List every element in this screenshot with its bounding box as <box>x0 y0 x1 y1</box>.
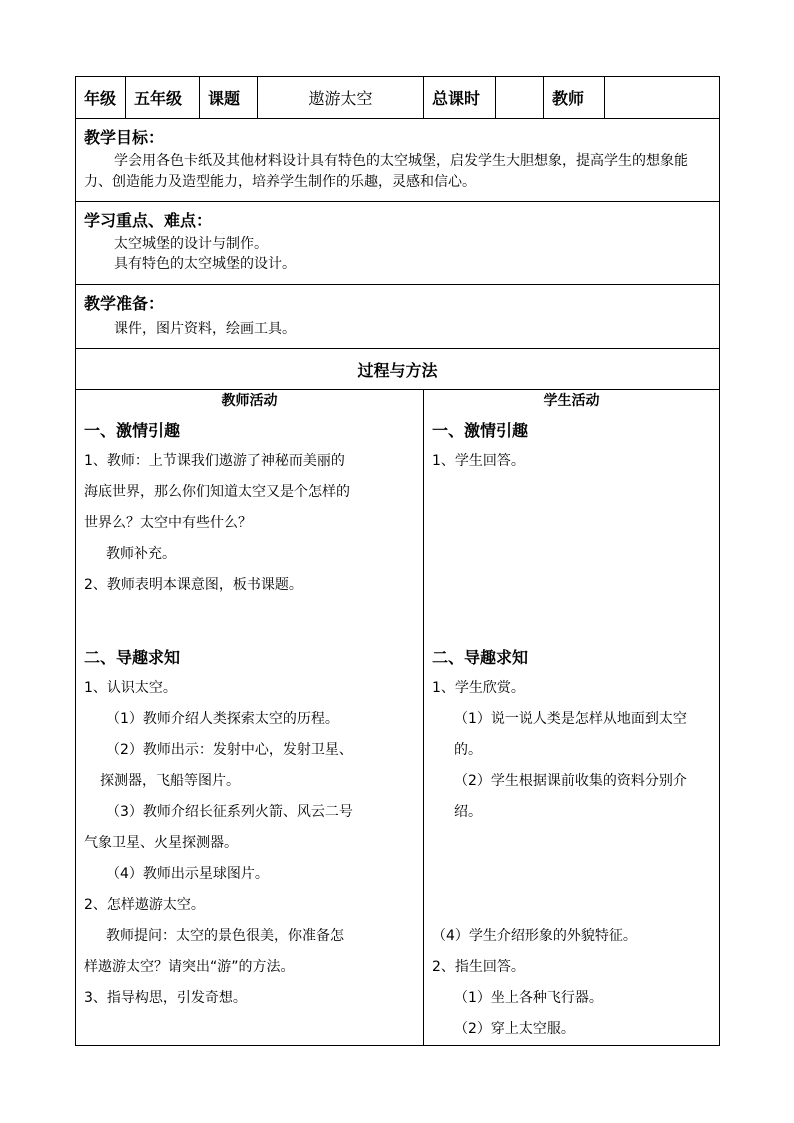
student-s2-line-3: （2）学生根据课前收集的资料分别介绍。 <box>454 773 687 820</box>
header-row <box>76 77 720 119</box>
student-section-2-title: 二、导趣求知 <box>432 648 529 667</box>
teacher-activity-head: 教师活动 <box>76 390 424 413</box>
teacher-s2-line-4: 探测器，飞船等图片。 <box>100 773 240 789</box>
student-s1-line-1: 1、学生回答。 <box>432 453 525 469</box>
teacher-section-2-title: 二、导趣求知 <box>84 648 181 667</box>
process-title-row <box>76 349 720 390</box>
column-head-row <box>76 390 720 413</box>
hours-value <box>496 77 544 119</box>
keypoint-line-2: 具有特色的太空城堡的设计。 <box>114 256 296 272</box>
student-s2-line-7: （2）穿上太空服。 <box>454 1021 575 1037</box>
process-title: 过程与方法 <box>76 349 720 390</box>
teacher-s2-line-7: （4）教师出示星球图片。 <box>106 866 269 882</box>
topic-label: 课题 <box>200 77 258 119</box>
objectives-title: 教学目标： <box>84 128 165 147</box>
teacher-s2-line-11: 3、指导构思，引发奇想。 <box>84 990 247 1006</box>
teacher-s2-line-1: 1、认识太空。 <box>84 680 177 696</box>
objectives-text: 学会用各色卡纸及其他材料设计具有特色的太空城堡，启发学生大胆想象，提高学生的想象能力、创造能力及造型能力，培养学生制作的乐趣，灵感和信心。 <box>84 153 688 190</box>
teacher-s1-line-5: 2、教师表明本课意图，板书课题。 <box>84 577 303 593</box>
teacher-s1-line-3: 世界么？太空中有些什么？ <box>84 515 252 531</box>
grade-label: 年级 <box>76 77 126 119</box>
student-s2-line-2: （1）说一说人类是怎样从地面到太空的。 <box>454 711 687 758</box>
teacher-s1-line-1: 1、教师：上节课我们遨游了神秘而美丽的 <box>84 453 345 469</box>
teacher-s1-line-2: 海底世界，那么你们知道太空又是个怎样的 <box>84 484 350 500</box>
teacher-activity-column <box>76 412 424 1046</box>
teacher-s2-line-2: （1）教师介绍人类探索太空的历程。 <box>106 711 339 727</box>
student-s2-line-6: （1）坐上各种飞行器。 <box>454 990 603 1006</box>
teacher-s2-line-9: 教师提问：太空的景色很美，你准备怎 <box>106 928 344 944</box>
student-s2-line-4: （4）学生介绍形象的外貌特征。 <box>432 928 637 944</box>
student-s2-line-1: 1、学生欣赏。 <box>432 680 525 696</box>
activity-row <box>76 412 720 1046</box>
keypoint-line-1: 太空城堡的设计与制作。 <box>114 236 268 252</box>
teacher-value <box>605 77 720 119</box>
teacher-s2-line-6: 气象卫星、火星探测器。 <box>84 835 238 851</box>
prep-row <box>76 285 720 349</box>
prep-text: 课件，图片资料，绘画工具。 <box>114 321 296 337</box>
teacher-s2-line-8: 2、怎样遨游太空。 <box>84 897 205 913</box>
teacher-label: 教师 <box>544 77 605 119</box>
teacher-s1-line-4: 教师补充。 <box>106 546 176 562</box>
student-section-1-title: 一、激情引趣 <box>432 421 529 440</box>
keypoints-row <box>76 202 720 285</box>
grade-value: 五年级 <box>126 77 200 119</box>
lesson-plan <box>75 76 719 1046</box>
teacher-s2-line-10: 样遨游太空？请突出“游”的方法。 <box>84 959 295 975</box>
teacher-s2-line-5: （3）教师介绍长征系列火箭、风云二号 <box>106 804 353 820</box>
student-activity-head: 学生活动 <box>424 390 720 413</box>
student-activity-column <box>424 412 720 1046</box>
objectives-row <box>76 119 720 202</box>
hours-label: 总课时 <box>424 77 496 119</box>
prep-title: 教学准备： <box>84 294 165 313</box>
lesson-plan-table <box>75 76 720 1046</box>
student-s2-line-5: 2、指生回答。 <box>432 959 525 975</box>
keypoints-title: 学习重点、难点： <box>84 211 213 230</box>
teacher-section-1-title: 一、激情引趣 <box>84 421 181 440</box>
teacher-s2-line-3: （2）教师出示：发射中心，发射卫星、 <box>106 742 353 758</box>
topic-value: 遨游太空 <box>258 77 424 119</box>
